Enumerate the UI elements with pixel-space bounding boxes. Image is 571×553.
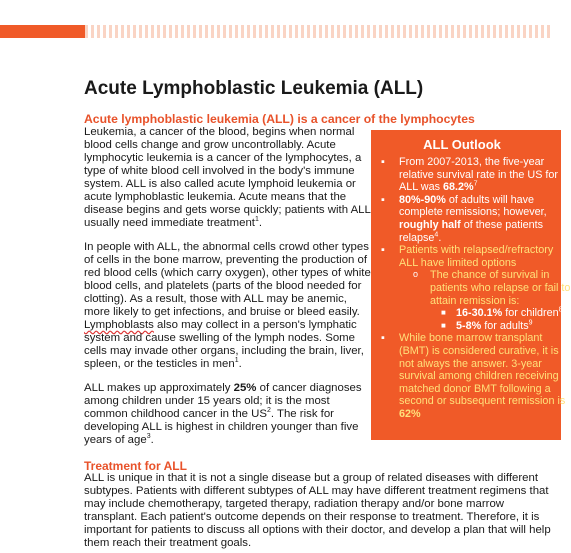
- square-bullet-icon: ▪: [381, 244, 385, 257]
- paragraph-incidence-text-2: of cancer diagnoses among children under 15 years old; it is the most common childhood cancer in the US: [84, 382, 362, 420]
- outlook-list: [371, 156, 571, 420]
- stat-25-percent: 25%: [233, 382, 257, 394]
- outlook-subitem-adults: [371, 320, 571, 333]
- header-banner: [0, 0, 553, 38]
- header-accent-bar: [0, 25, 85, 38]
- outlook-text: of these patients relapse: [399, 218, 544, 244]
- outlook-text: of adults will have complete remissions; however,: [399, 193, 547, 219]
- outlook-item-bmt: [371, 332, 571, 420]
- outlook-subitem-chance: [371, 269, 571, 307]
- outlook-item-survival: [371, 156, 571, 194]
- intro-subheading: Acute lymphoblastic leukemia (ALL) is a cancer of the lymphocytes: [84, 112, 475, 126]
- paragraph-incidence-text: ALL makes up approximately: [84, 382, 231, 394]
- paragraph-incidence: [84, 382, 374, 447]
- outlook-text: From 2007-2013, the five-year relative survival rate in the US for ALL was: [399, 156, 559, 194]
- circle-bullet-icon: o: [413, 269, 419, 280]
- ref-9: 9: [528, 319, 533, 327]
- outlook-text: While bone marrow transplant (BMT) is considered curative, it is not always the answer. 3-year survival among children receiving matched donor BMT following a second or subsequent remission is: [399, 332, 566, 408]
- page-title: Acute Lymphoblastic Leukemia (ALL): [84, 78, 424, 99]
- square-bullet-icon: ▪: [381, 156, 385, 168]
- stat-adults: 5-8%: [456, 319, 482, 332]
- period: .: [238, 358, 242, 370]
- outlook-text: for children: [505, 307, 559, 320]
- ref-8: 8: [558, 306, 563, 314]
- square-bullet-icon: ■: [441, 320, 446, 330]
- square-bullet-icon: ■: [441, 308, 446, 318]
- ref-1: 1: [254, 216, 259, 224]
- lymphoblasts-word: Lymphoblasts: [84, 319, 154, 331]
- header-pattern: [85, 25, 553, 38]
- stat-children: 16-30.1%: [456, 307, 503, 320]
- paragraph-definition-text: Leukemia, a cancer of the blood, begins when normal blood cells change and grow uncontrollably. Acute lymphocytic leukemia is a cancer of the lymphocytes, a type of white blood cell involved in the body's immune system. ALL is also called acute lymphoid leukemia or acute lymphoblastic leukemia. Acute means that the disease begins and gets worse quickly; patients with ALL usually need immediate treatment: [84, 126, 371, 229]
- outlook-item-relapsed: [371, 244, 571, 269]
- paragraph-incidence-text-3: . The risk for developing ALL is highest in children younger than five years of age: [84, 408, 359, 446]
- stat-68-percent: 68.2%: [443, 181, 474, 194]
- treatment-paragraph: ALL is unique in that it is not a single disease but a group of related diseases with different subtypes. Patients with different subtypes of ALL may have different treatment regimens that may include chemotherapy, targeted therapy, radiation therapy and/or bone marrow transplant. Each patient's outcome depends on their response to treatment. Therefore, it is important for patients to discuss all options with their doctor, and develop a plan that will help them reach their treatment goals.: [84, 472, 551, 549]
- period: .: [258, 217, 263, 229]
- ref-2: 2: [266, 407, 271, 415]
- outlook-item-remission: [371, 194, 571, 244]
- outlook-text: The chance of survival in patients who relapse or fail to attain remission is:: [430, 269, 571, 307]
- ref-4: 4: [434, 230, 439, 238]
- ref-7: 7: [473, 180, 478, 188]
- period: .: [150, 434, 154, 446]
- outlook-text: for adults: [484, 319, 529, 332]
- paragraph-definition: [84, 126, 374, 230]
- outlook-text: Patients with relapsed/refractory ALL have limited options: [399, 244, 554, 269]
- outlook-subitem-children: [371, 307, 571, 320]
- paragraph-symptoms-text: In people with ALL, the abnormal cells crowd other types of cells in the bone marrow, preventing the production of red blood cells (which carry oxygen), other types of white blood cells, and platelets (parts of the blood needed for clotting). As a result, those with ALL may be anemic, more likely to get infections, and bruise or bleed easily.: [84, 241, 371, 318]
- stat-62-percent: 62%: [399, 407, 421, 420]
- treatment-heading: Treatment for ALL: [84, 459, 187, 473]
- period: .: [438, 231, 442, 244]
- stat-roughly-half: roughly half: [399, 218, 461, 231]
- outlook-title: ALL Outlook: [423, 137, 501, 152]
- outlook-box: [371, 130, 571, 440]
- square-bullet-icon: ▪: [381, 193, 385, 206]
- paragraph-symptoms: [84, 241, 374, 371]
- ref-1b: 1: [234, 357, 239, 365]
- square-bullet-icon: ▪: [381, 332, 385, 345]
- stat-80-90: 80%-90%: [399, 193, 446, 206]
- ref-3: 3: [146, 433, 151, 441]
- paragraph-symptoms-text-2: also may collect in a person's lymphatic system and cause swelling of the lymph nodes. Some cells may invade other organs, including the brain, liver, spleen, or the testicles in men: [84, 319, 364, 370]
